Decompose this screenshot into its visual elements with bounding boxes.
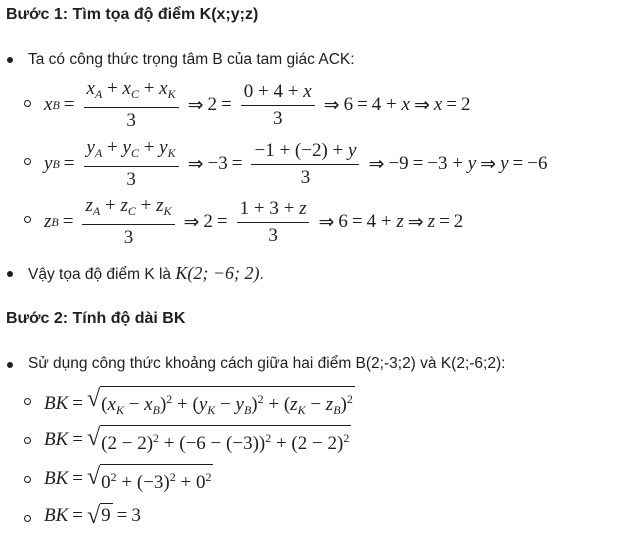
bullet-dot bbox=[7, 57, 13, 63]
equation-bk-formula: BK = √ $(x_K - x_B)^2 + (y_K - y_B)^2 + (z_K - z_B)^2$ bbox=[44, 386, 355, 421]
step2-intro: Sử dụng công thức khoảng cách giữa hai điểm B(2;-3;2) và K(2;-6;2): bbox=[28, 355, 506, 372]
sub-bullet-ring bbox=[24, 437, 31, 444]
bullet-dot bbox=[7, 362, 13, 368]
sub-bullet-ring bbox=[24, 158, 31, 165]
sub-bullet-ring bbox=[24, 515, 31, 522]
sub-bullet-ring bbox=[24, 216, 31, 223]
equation-bk-simplified: BK = √ $0^2 + (-3)^2 + 0^2$ bbox=[44, 464, 212, 493]
equation-xb: x B = $\frac{x_A + x_C + x_K}{3}$ ⇒ 2 = $\frac{0 + 4 + x}{3}$ ⇒ 6 = 4 + x ⇒ x = 2 bbox=[44, 78, 471, 131]
step1-heading: Bước 1: Tìm tọa độ điểm K(x;y;z) bbox=[6, 6, 259, 23]
step2-heading: Bước 2: Tính độ dài BK bbox=[6, 310, 186, 327]
sub-bullet-ring bbox=[24, 100, 31, 107]
conclusion-suffix: . bbox=[259, 266, 264, 283]
bullet-dot bbox=[7, 271, 13, 277]
sub-bullet-ring bbox=[24, 476, 31, 483]
conclusion-math: K(2; −6; 2) bbox=[175, 263, 260, 283]
step1-intro: Ta có công thức trọng tâm B của tam giác ACK: bbox=[28, 51, 355, 68]
equation-bk-substitution: BK = √ $(2 - 2)^2 + (-6 - (-3))^2 + (2 - 2)^2$ bbox=[44, 425, 350, 454]
equation-zb: z B = $\frac{z_A + z_C + z_K}{3}$ ⇒ 2 = $\frac{1 + 3 + z}{3}$ ⇒ 6 = 4 + z ⇒ z = 2 bbox=[44, 195, 464, 248]
sub-bullet-ring bbox=[24, 398, 31, 405]
equation-yb: y B = $\frac{y_A + y_C + y_K}{3}$ ⇒ −3 = $\frac{-1 + (-2) + y}{3}$ ⇒ −9 = −3 + y ⇒ y = −6 bbox=[44, 137, 548, 190]
equation-bk-result: BK = √ 9 = 3 bbox=[44, 503, 141, 529]
step1-conclusion bbox=[28, 263, 264, 285]
conclusion-prefix: Vậy tọa độ điểm K là bbox=[28, 266, 176, 283]
